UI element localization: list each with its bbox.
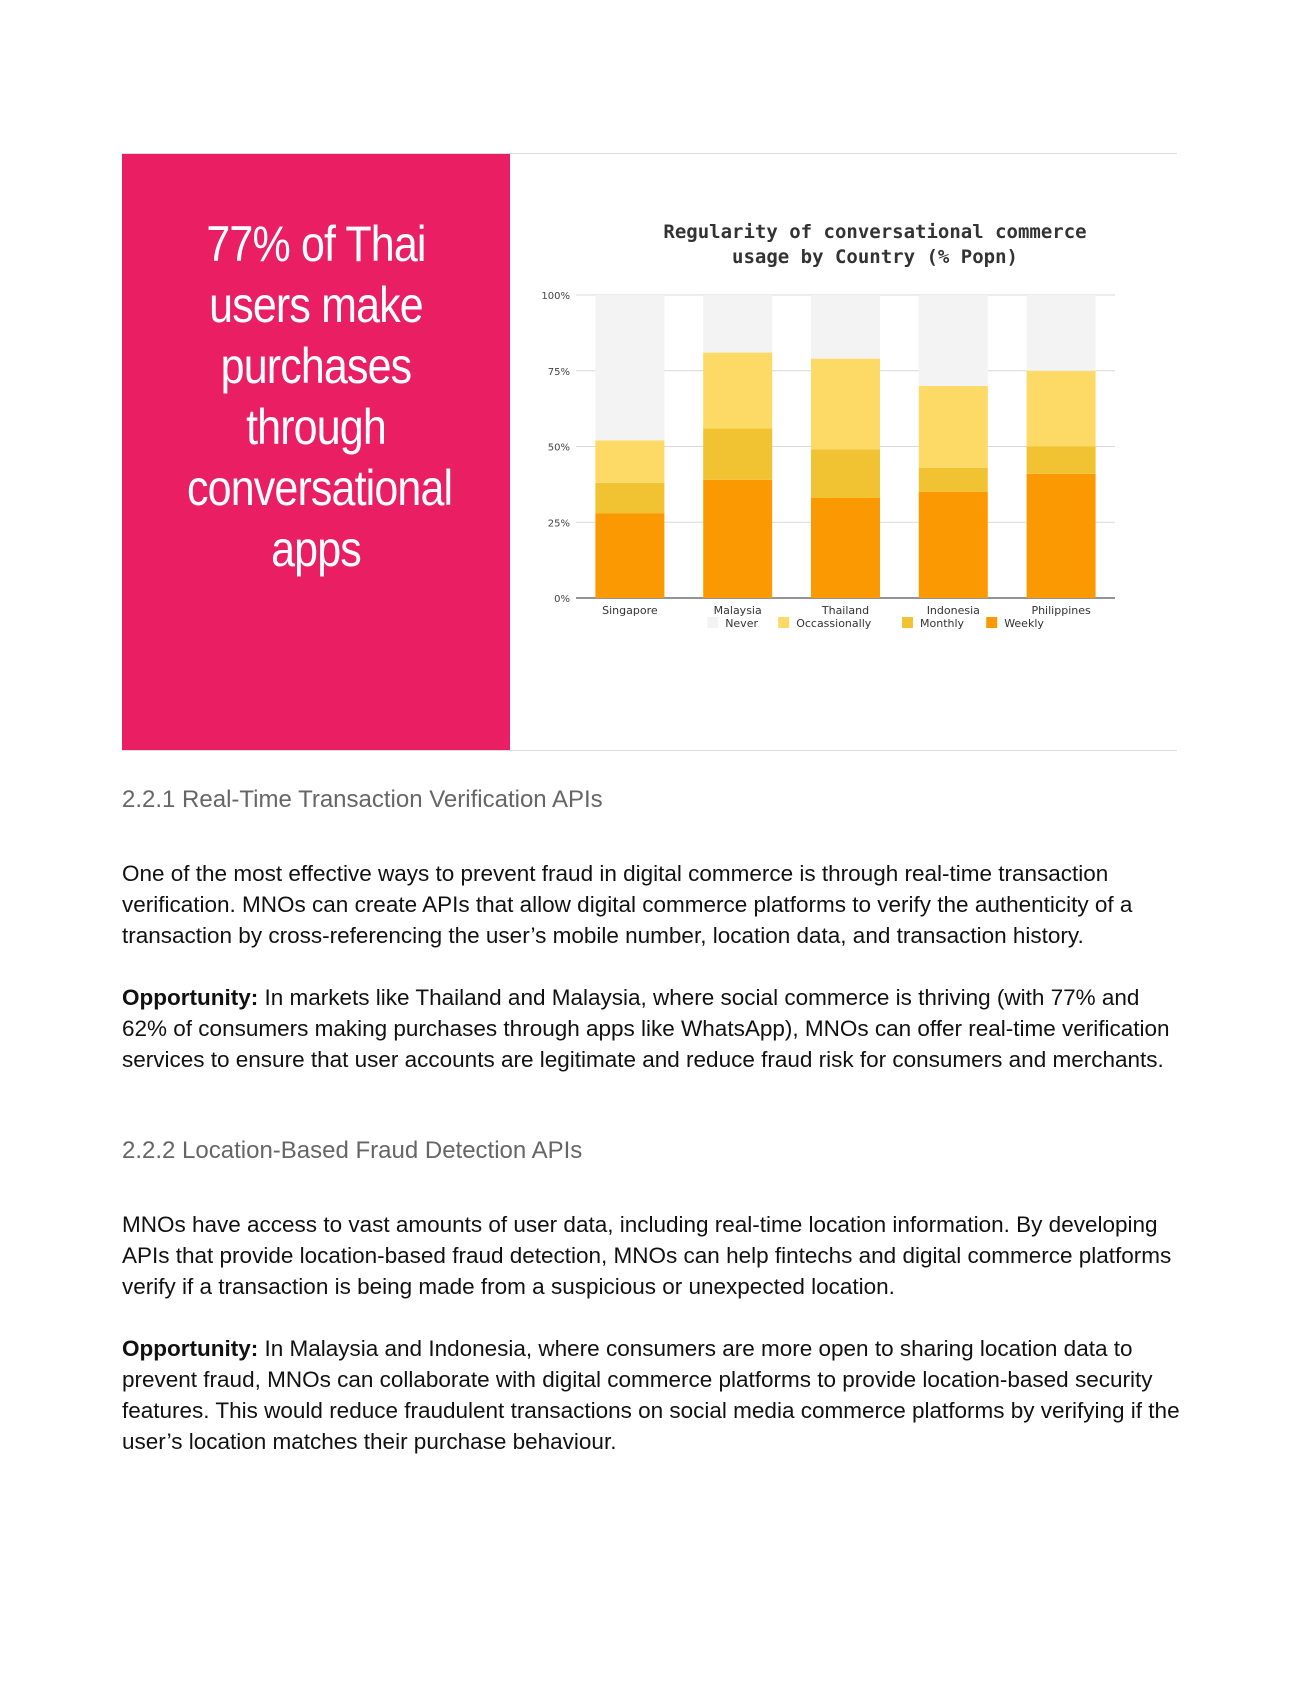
y-tick-label: 100% (541, 291, 570, 302)
stacked-bar-chart (510, 154, 1177, 750)
bar-segment-weekly (919, 492, 988, 598)
legend-label: Never (725, 617, 758, 630)
chart-y-axis (541, 291, 570, 605)
x-tick-label: Thailand (821, 604, 870, 617)
callout-panel (122, 154, 510, 750)
section-2-body: MNOs have access to vast amounts of user data, including real-time location information. By developing APIs that provide location-based fraud detection, MNOs can help fintechs and digital commerce platforms verify if a transaction is being made from a suspicious or unexpected location. (122, 1212, 1172, 1299)
opportunity-text: In markets like Thailand and Malaysia, where social commerce is thriving (with 77% and 62% of consumers making purchases through apps like WhatsApp), MNOs can offer real-time verification services to ensure that user accounts are legitimate and reduce fraud risk for consumers and merchants. (122, 985, 1170, 1072)
bottom-rule (122, 750, 1177, 751)
bar-segment-weekly (811, 498, 880, 598)
bar-segment-never (1027, 295, 1096, 371)
bar-segment-monthly (595, 483, 664, 513)
bar-segment-never (919, 295, 988, 386)
y-tick-label: 25% (547, 518, 570, 530)
legend-swatch (707, 617, 718, 628)
section-1-opportunity (122, 982, 1182, 1075)
bar-segment-occassionally (595, 440, 664, 482)
bar-segment-monthly (919, 468, 988, 492)
x-tick-label: Philippines (1031, 604, 1091, 617)
section-heading-1: 2.2.1 Real-Time Transaction Verification APIs (122, 786, 603, 813)
x-tick-label: Malaysia (713, 604, 762, 617)
bar-segment-monthly (1027, 447, 1096, 474)
bar-segment-occassionally (811, 359, 880, 450)
bar-segment-monthly (703, 428, 772, 480)
bar-segment-never (595, 295, 664, 440)
legend-label: Weekly (1004, 617, 1044, 630)
section-heading-2: 2.2.2 Location-Based Fraud Detection APIs (122, 1137, 583, 1164)
bar-segment-occassionally (703, 353, 772, 429)
infographic-figure (122, 154, 1177, 750)
y-tick-label: 0% (554, 594, 570, 605)
chart-legend (707, 617, 1044, 630)
callout-text: 77% of Thai users make purchases through conversational apps (187, 216, 453, 577)
legend-label: Occassionally (796, 617, 872, 630)
y-tick-label: 75% (547, 366, 570, 378)
section-1-body: One of the most effective ways to prevent fraud in digital commerce is through real-time transaction verification. MNOs can create APIs that allow digital commerce platforms to verify the authenticity of a transaction by cross-referencing the user’s mobile number, location data, and transaction history. (122, 861, 1133, 948)
chart-title-line-2: usage by Country (% Popn) (732, 246, 1018, 268)
opportunity-text: In Malaysia and Indonesia, where consumers are more open to sharing location data to prevent fraud, MNOs can collaborate with digital commerce platforms to provide location-based security features. This would reduce fraudulent transactions on social media commerce platforms by verifying if the user’s location matches their purchase behaviour. (122, 1336, 1180, 1454)
section-2-opportunity (122, 1333, 1182, 1457)
legend-swatch (986, 617, 997, 628)
bar-segment-weekly (595, 513, 664, 598)
legend-label: Monthly (920, 617, 965, 630)
bar-segment-weekly (1027, 474, 1096, 598)
chart-x-axis (602, 604, 1091, 617)
opportunity-label: Opportunity: (122, 1336, 259, 1361)
bar-segment-never (703, 295, 772, 353)
bar-segment-occassionally (919, 386, 988, 468)
bar-segment-monthly (811, 450, 880, 498)
x-tick-label: Singapore (602, 604, 658, 617)
chart-title-line-1: Regularity of conversational commerce (663, 221, 1087, 243)
x-tick-label: Indonesia (926, 604, 980, 617)
legend-swatch (778, 617, 789, 628)
bar-segment-never (811, 295, 880, 359)
bar-segment-weekly (703, 480, 772, 598)
opportunity-label: Opportunity: (122, 985, 259, 1010)
legend-swatch (902, 617, 913, 628)
y-tick-label: 50% (547, 442, 570, 454)
bar-segment-occassionally (1027, 371, 1096, 447)
